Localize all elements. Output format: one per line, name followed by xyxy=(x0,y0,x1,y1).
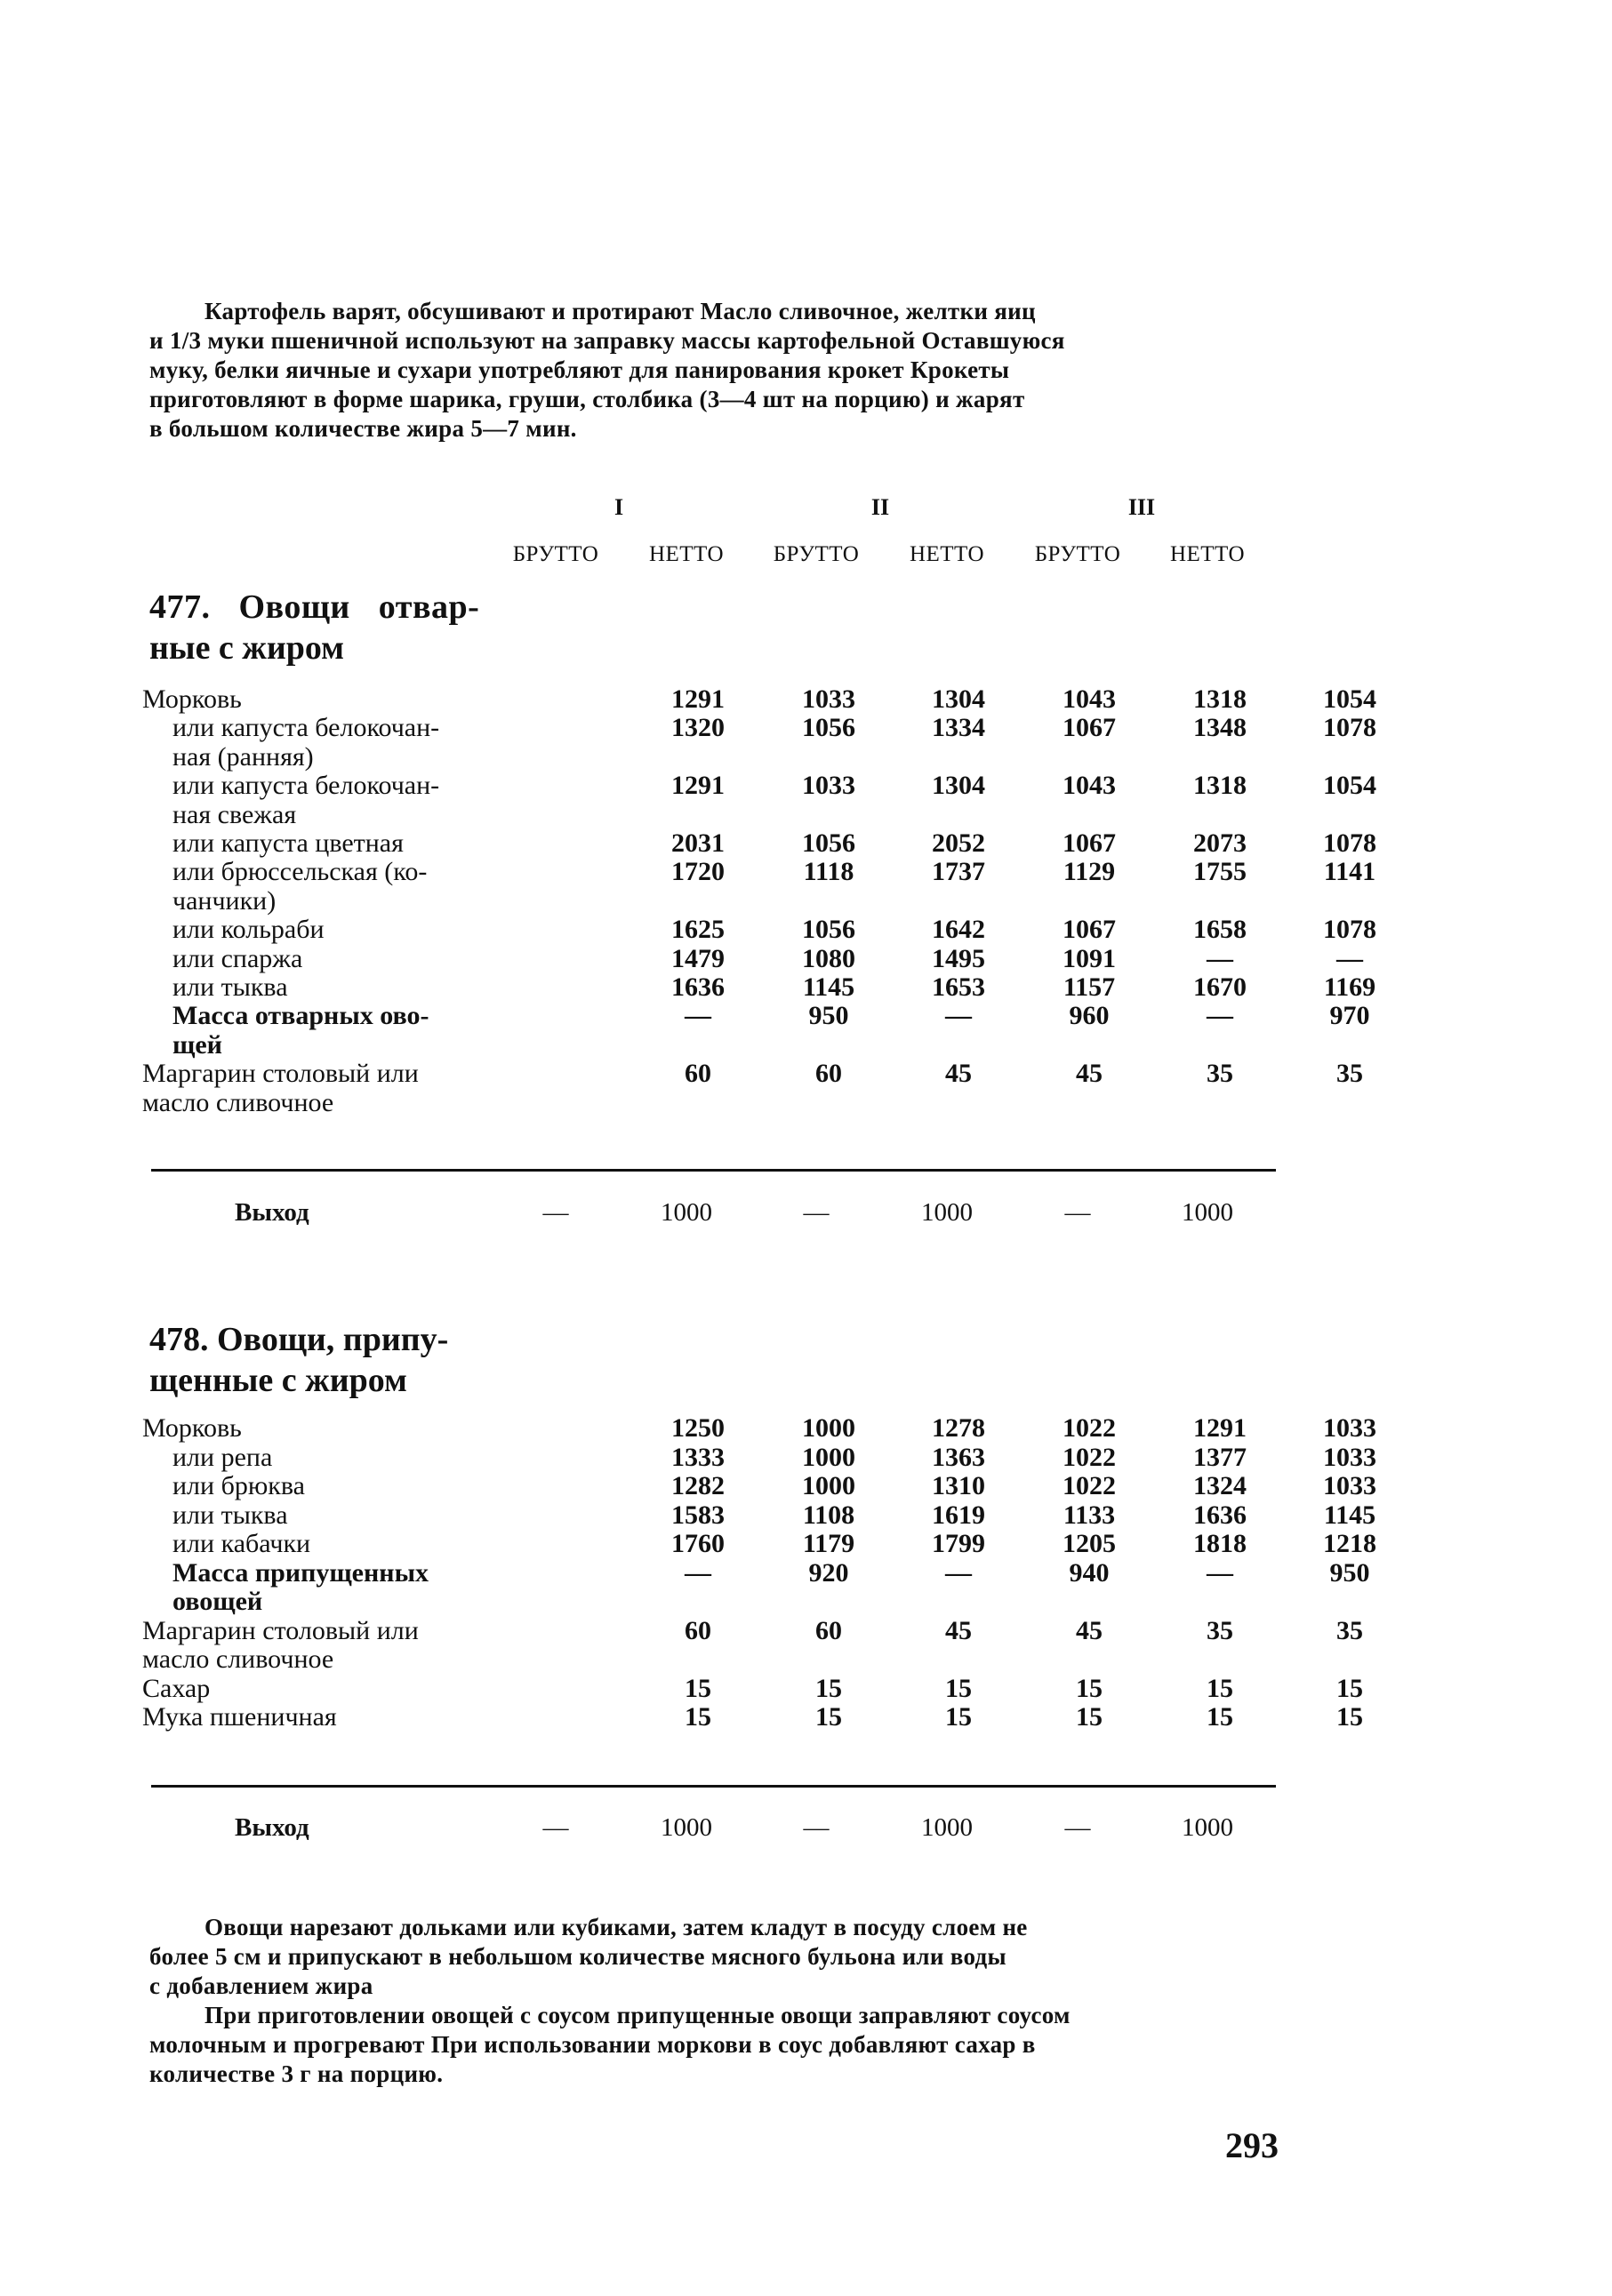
row-value: 1067 xyxy=(1063,713,1116,743)
row-value: 1324 xyxy=(1193,1471,1247,1500)
row-value: 1291 xyxy=(671,684,725,714)
col-header-netto-2: НЕТТО xyxy=(909,542,985,566)
row-value: 60 xyxy=(815,1059,842,1089)
table-row xyxy=(142,1442,1376,1473)
row-value: 1000 xyxy=(802,1442,855,1472)
outro-paragraph-1 xyxy=(149,1913,1279,2001)
table-rule xyxy=(151,1785,1276,1788)
row-value: 1310 xyxy=(932,1471,985,1500)
output-value: 1000 xyxy=(1182,1813,1233,1842)
row-value: 15 xyxy=(945,1702,972,1732)
table-row xyxy=(142,1471,1376,1501)
outro-line: количестве 3 г на порцию. xyxy=(149,2060,444,2087)
outro-line: молочным и прогревают При использовании моркови в соус добавляют сахар в xyxy=(149,2031,1036,2058)
row-value: 1737 xyxy=(932,857,985,887)
row-value: 1000 xyxy=(802,1471,855,1500)
row-value: 1377 xyxy=(1193,1442,1247,1472)
row-value: 1642 xyxy=(932,915,985,945)
row-value: 1625 xyxy=(671,915,725,945)
table-row xyxy=(142,1557,1370,1588)
group-header-2: II xyxy=(870,494,890,520)
output-label: Выход xyxy=(235,1198,309,1227)
row-value: 15 xyxy=(815,1673,842,1703)
intro-line: приготовляют в форме шарика, груши, столбика (3—4 шт на порцию) и жарят xyxy=(149,386,1025,412)
row-label: Морковь xyxy=(142,684,242,714)
row-value: 1133 xyxy=(1063,1500,1116,1530)
outro-line: более 5 см и припускают в небольшом количестве мясного бульона или воды xyxy=(149,1943,1006,1970)
row-value: 35 xyxy=(1336,1059,1363,1089)
row-label: Морковь xyxy=(142,1413,242,1443)
row-label: овощей xyxy=(172,1587,263,1616)
table-row xyxy=(142,1587,1289,1617)
row-value: — xyxy=(685,1557,711,1588)
output-label: Выход xyxy=(235,1813,309,1842)
row-label: или тыква xyxy=(172,972,288,1002)
row-value: 1056 xyxy=(802,828,855,858)
intro-line: муку, белки яичные и сухари употребляют для панирования крокет Крокеты xyxy=(149,356,1010,383)
row-value: 1291 xyxy=(671,771,725,801)
row-value: 970 xyxy=(1329,1001,1370,1031)
row-value: 15 xyxy=(945,1673,972,1703)
intro-line: в большом количестве жира 5—7 мин. xyxy=(149,415,577,442)
row-value: 1348 xyxy=(1193,713,1247,743)
group-header-3: III xyxy=(1127,494,1156,520)
row-value: 45 xyxy=(1076,1615,1103,1645)
row-value: 1033 xyxy=(802,684,855,714)
table-row xyxy=(142,886,1289,916)
row-label: Масса отварных ово- xyxy=(172,1001,429,1031)
group-header-1: I xyxy=(614,494,624,520)
row-value: 15 xyxy=(1336,1673,1363,1703)
row-value: 1658 xyxy=(1193,915,1247,945)
intro-line: Картофель варят, обсушивают и протирают Масло сливочное, желтки яиц xyxy=(205,298,1036,324)
output-value: — xyxy=(1064,1813,1091,1842)
table-row xyxy=(142,684,1376,715)
recipe-477-title xyxy=(149,587,479,668)
row-value: 60 xyxy=(685,1615,711,1645)
row-value: 1056 xyxy=(802,713,855,743)
row-value: 45 xyxy=(945,1059,972,1089)
row-value: 15 xyxy=(1336,1702,1363,1732)
row-value: 1720 xyxy=(671,857,725,887)
row-value: 1333 xyxy=(671,1442,725,1472)
row-value: 15 xyxy=(1207,1702,1233,1732)
row-value: 960 xyxy=(1069,1001,1110,1031)
table-row xyxy=(142,1413,1376,1444)
row-label: или спаржа xyxy=(172,943,303,973)
table-row xyxy=(142,1644,1289,1675)
row-label: масло сливочное xyxy=(142,1644,334,1674)
table-row xyxy=(142,1529,1376,1559)
row-label: или тыква xyxy=(172,1500,288,1530)
col-header-netto-1: НЕТТО xyxy=(648,542,725,566)
output-value: 1000 xyxy=(661,1198,712,1227)
row-value: 950 xyxy=(1329,1557,1370,1588)
recipe-title-line: щенные с жиром xyxy=(149,1362,407,1399)
row-value: 1043 xyxy=(1063,684,1116,714)
row-label: Маргарин столовый или xyxy=(142,1059,419,1089)
output-value: 1000 xyxy=(661,1813,712,1842)
table-row xyxy=(142,828,1376,859)
row-value: 15 xyxy=(1076,1673,1103,1703)
row-value: 1282 xyxy=(671,1471,725,1500)
row-value: 1304 xyxy=(932,684,985,714)
row-value: 1334 xyxy=(932,713,985,743)
outro-line: с добавлением жира xyxy=(149,1972,373,1999)
row-value: 1760 xyxy=(671,1529,725,1558)
col-header-netto-3: НЕТТО xyxy=(1169,542,1246,566)
row-value: 1054 xyxy=(1323,684,1376,714)
row-value: — xyxy=(1207,943,1233,973)
table-row xyxy=(142,771,1376,801)
row-value: 1022 xyxy=(1063,1471,1116,1500)
row-value: 2073 xyxy=(1193,828,1247,858)
output-value: — xyxy=(1064,1198,1091,1227)
row-value: 1250 xyxy=(671,1413,725,1443)
row-value: 1000 xyxy=(802,1413,855,1443)
table-row xyxy=(142,1059,1363,1089)
row-value: 1619 xyxy=(932,1500,985,1530)
row-value: 1091 xyxy=(1063,943,1116,973)
row-value: 1157 xyxy=(1063,972,1116,1002)
row-label: или брюссельская (ко- xyxy=(172,857,428,887)
row-value: 1278 xyxy=(932,1413,985,1443)
row-value: 35 xyxy=(1207,1615,1233,1645)
table-row xyxy=(142,915,1376,945)
row-label: Масса припущенных xyxy=(172,1557,429,1588)
row-value: 1653 xyxy=(932,972,985,1002)
row-value: 1318 xyxy=(1193,771,1247,801)
row-value: 1145 xyxy=(1323,1500,1376,1530)
row-value: 1205 xyxy=(1063,1529,1116,1558)
outro-paragraph-2 xyxy=(149,2001,1279,2089)
row-label: или брюква xyxy=(172,1471,305,1500)
row-value: — xyxy=(1207,1001,1233,1031)
row-value: 15 xyxy=(685,1702,711,1732)
row-value: 1067 xyxy=(1063,828,1116,858)
output-value: 1000 xyxy=(921,1198,973,1227)
table-row xyxy=(142,1001,1370,1031)
row-value: 1078 xyxy=(1323,713,1376,743)
row-value: 1022 xyxy=(1063,1413,1116,1443)
row-label: чанчики) xyxy=(172,885,277,916)
page-number: 293 xyxy=(1225,2125,1279,2165)
row-label: или капуста белокочан- xyxy=(172,713,440,743)
table-row xyxy=(142,943,1363,974)
row-value: 940 xyxy=(1069,1557,1110,1588)
row-value: 35 xyxy=(1207,1059,1233,1089)
recipe-title-line: 477. Овощи отвар- xyxy=(149,588,480,626)
row-value: 1033 xyxy=(802,771,855,801)
row-value: 1067 xyxy=(1063,915,1116,945)
row-value: — xyxy=(1207,1557,1233,1588)
row-value: 1033 xyxy=(1323,1413,1376,1443)
row-value: 1318 xyxy=(1193,684,1247,714)
row-label: или капуста белокочан- xyxy=(172,771,440,801)
row-value: 1799 xyxy=(932,1529,985,1558)
col-header-brutto-2: БРУТТО xyxy=(773,542,860,566)
row-label: щей xyxy=(172,1029,222,1060)
output-value: — xyxy=(542,1198,569,1227)
table-row xyxy=(142,742,1289,772)
table-row xyxy=(142,1030,1289,1060)
row-value: 1670 xyxy=(1193,972,1247,1002)
row-value: 1078 xyxy=(1323,915,1376,945)
row-value: 1636 xyxy=(1193,1500,1247,1530)
row-label: ная (ранняя) xyxy=(172,741,314,772)
table-row xyxy=(142,800,1289,830)
table-row xyxy=(142,1673,1363,1704)
col-header-brutto-3: БРУТТО xyxy=(1034,542,1121,566)
row-value: 1304 xyxy=(932,771,985,801)
table-row xyxy=(142,1500,1376,1531)
table-row xyxy=(142,972,1376,1003)
row-value: 1022 xyxy=(1063,1442,1116,1472)
row-label: Маргарин столовый или xyxy=(142,1615,419,1645)
output-value: — xyxy=(542,1813,569,1842)
row-value: 2052 xyxy=(932,828,985,858)
row-value: 15 xyxy=(815,1702,842,1732)
row-value: 1636 xyxy=(671,972,725,1002)
row-value: 1078 xyxy=(1323,828,1376,858)
row-value: 1818 xyxy=(1193,1529,1247,1558)
row-value: 2031 xyxy=(671,828,725,858)
row-label: или кабачки xyxy=(172,1529,311,1558)
row-value: 60 xyxy=(685,1059,711,1089)
row-value: 1169 xyxy=(1323,972,1376,1002)
row-value: 60 xyxy=(815,1615,842,1645)
row-value: 1108 xyxy=(802,1500,855,1530)
table-row xyxy=(142,1615,1363,1646)
row-value: 1141 xyxy=(1323,857,1376,887)
table-row xyxy=(142,1702,1363,1732)
row-label: Сахар xyxy=(142,1673,211,1703)
row-value: 15 xyxy=(1076,1702,1103,1732)
row-label: или кольраби xyxy=(172,915,325,945)
row-value: 1145 xyxy=(802,972,855,1002)
output-value: — xyxy=(803,1198,830,1227)
intro-line: и 1/3 муки пшеничной используют на заправку массы картофельной Оставшуюся xyxy=(149,327,1065,354)
row-value: 1054 xyxy=(1323,771,1376,801)
row-value: — xyxy=(945,1001,972,1031)
row-value: 1218 xyxy=(1323,1529,1376,1558)
row-label: или капуста цветная xyxy=(172,828,404,858)
row-value: 920 xyxy=(808,1557,849,1588)
row-value: 1033 xyxy=(1323,1471,1376,1500)
row-value: 1755 xyxy=(1193,857,1247,887)
row-value: 35 xyxy=(1336,1615,1363,1645)
row-value: — xyxy=(685,1001,711,1031)
row-label: или репа xyxy=(172,1442,273,1472)
table-row xyxy=(142,713,1376,743)
row-value: 1479 xyxy=(671,943,725,973)
row-value: 45 xyxy=(945,1615,972,1645)
row-value: 1363 xyxy=(932,1442,985,1472)
recipe-title-line: ные с жиром xyxy=(149,629,345,667)
row-value: 1080 xyxy=(802,943,855,973)
row-value: 1043 xyxy=(1063,771,1116,801)
row-value: 15 xyxy=(685,1673,711,1703)
row-value: 1495 xyxy=(932,943,985,973)
row-value: — xyxy=(945,1557,972,1588)
row-label: масло сливочное xyxy=(142,1087,334,1117)
table-rule xyxy=(151,1169,1276,1172)
row-value: 1056 xyxy=(802,915,855,945)
row-label: ная свежая xyxy=(172,799,297,829)
row-value: 950 xyxy=(808,1001,849,1031)
row-value: 45 xyxy=(1076,1059,1103,1089)
outro-line: Овощи нарезают дольками или кубиками, затем кладут в посуду слоем не xyxy=(205,1914,1028,1940)
table-row xyxy=(142,857,1376,887)
row-value: 1583 xyxy=(671,1500,725,1530)
outro-line: При приготовлении овощей с соусом припущенные овощи заправляют соусом xyxy=(205,2002,1071,2028)
row-value: 15 xyxy=(1207,1673,1233,1703)
recipe-title-line: 478. Овощи, припу- xyxy=(149,1321,449,1358)
col-header-brutto-1: БРУТТО xyxy=(512,542,599,566)
row-value: 1129 xyxy=(1063,857,1116,887)
output-value: 1000 xyxy=(921,1813,973,1842)
row-value: 1179 xyxy=(802,1529,855,1558)
output-value: — xyxy=(803,1813,830,1842)
recipe-478-title xyxy=(149,1319,448,1401)
output-value: 1000 xyxy=(1182,1198,1233,1227)
row-value: 1033 xyxy=(1323,1442,1376,1472)
row-label: Мука пшеничная xyxy=(142,1702,337,1732)
row-value: 1118 xyxy=(803,857,854,887)
row-value: — xyxy=(1336,943,1363,973)
row-value: 1320 xyxy=(671,713,725,743)
intro-paragraph xyxy=(149,297,1279,444)
row-value: 1291 xyxy=(1193,1413,1247,1443)
table-row xyxy=(142,1088,1289,1118)
